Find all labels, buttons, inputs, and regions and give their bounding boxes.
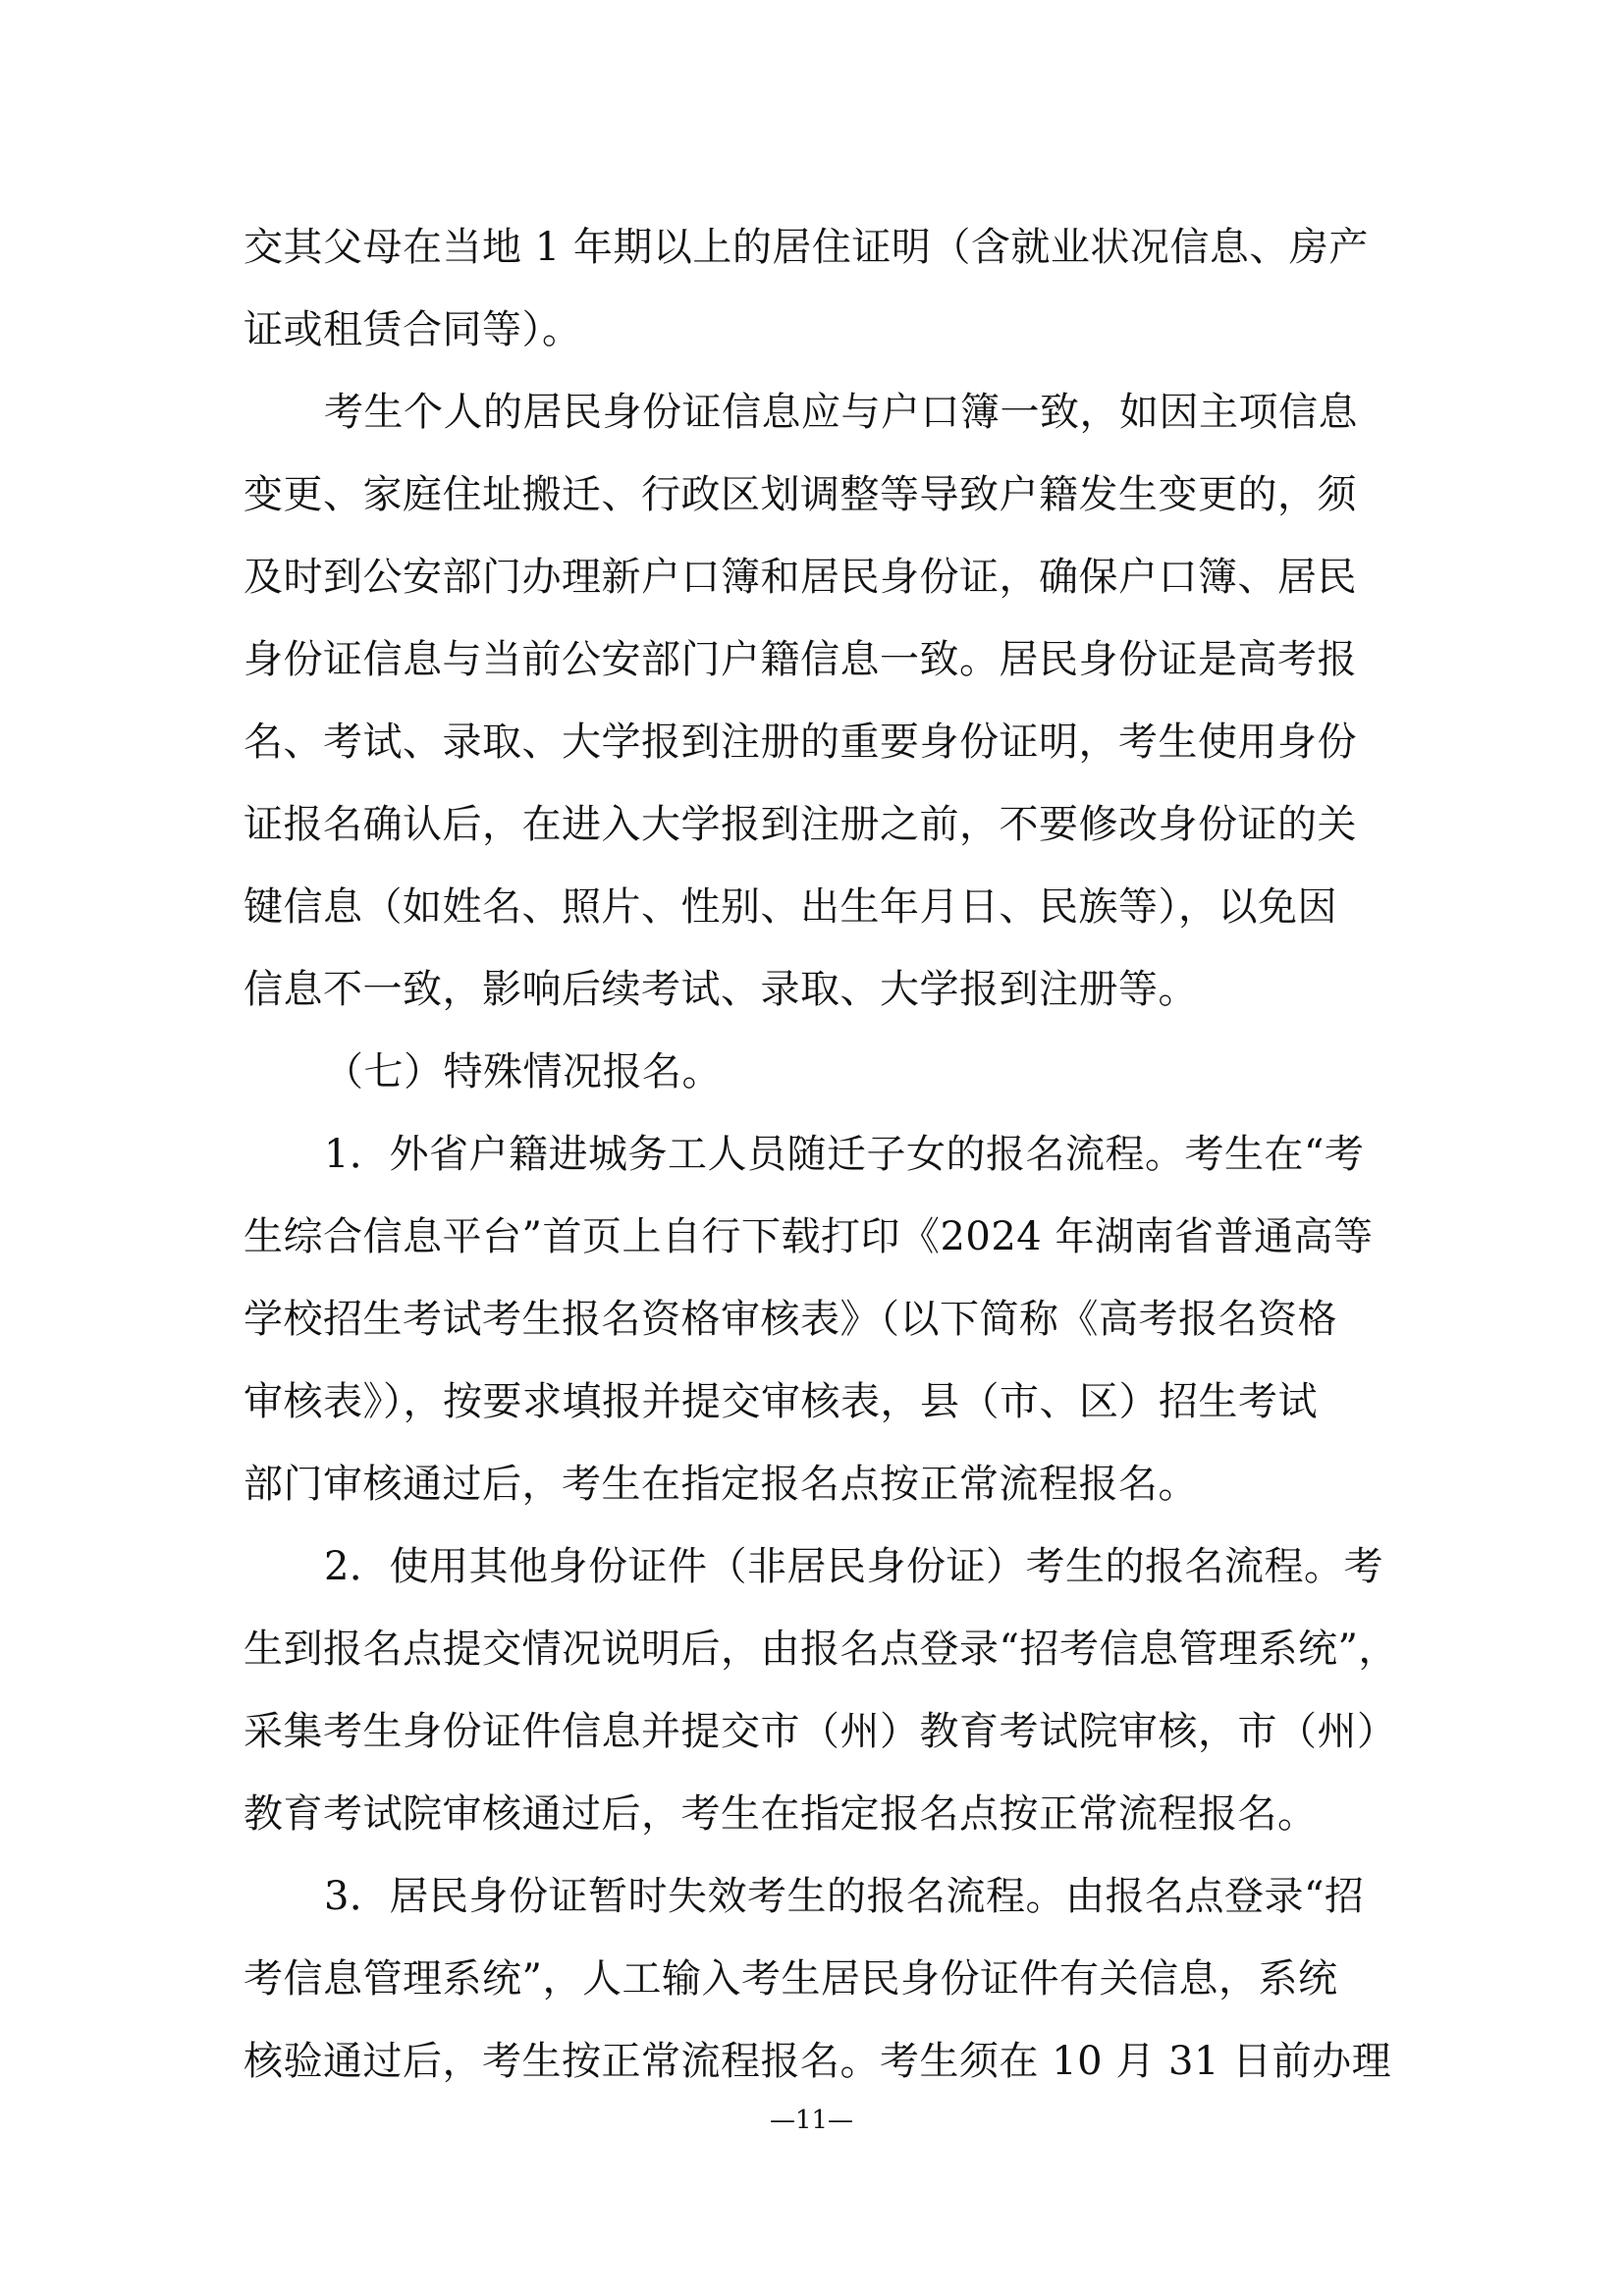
text-line: 3．居民身份证暂时失效考生的报名流程。由报名点登录“招 (324, 1874, 1365, 1919)
text-line: 证或租赁合同等）。 (243, 307, 582, 352)
text-line: 采集考生身份证件信息并提交市（州）教育考试院审核，市（州） (243, 1709, 1397, 1754)
text-line: 证报名确认后，在进入大学报到注册之前，不要修改身份证的关 (243, 802, 1357, 847)
text-line: 核验通过后，考生按正常流程报名。考生须在 10 月 31 日前办理 (243, 2039, 1392, 2084)
text-line: 信息不一致，影响后续考试、录取、大学报到注册等。 (243, 967, 1198, 1012)
section-heading-special-cases (243, 1031, 1402, 1113)
paragraph-item-3 (243, 1855, 1402, 2103)
text-line: 生综合信息平台”首页上自行下载打印《2024 年湖南省普通高等 (243, 1214, 1374, 1259)
text-line: 名、考试、录取、大学报到注册的重要身份证明，考生使用身份 (243, 720, 1357, 765)
text-line: 学校招生考试考生报名资格审核表》（以下简称《高考报名资格 (243, 1297, 1337, 1342)
text-line: 教育考试院审核通过后，考生在指定报名点按正常流程报名。 (243, 1791, 1318, 1837)
text-line: 变更、家庭住址搬迁、行政区划调整等导致户籍发生变更的，须 (243, 472, 1357, 517)
text-line: 考生个人的居民身份证信息应与户口簿一致，如因主项信息 (324, 390, 1358, 435)
text-line: 交其父母在当地 1 年期以上的居住证明（含就业状况信息、房产 (243, 225, 1369, 270)
section-heading: （七）特殊情况报名。 (324, 1049, 722, 1095)
text-line: 1．外省户籍进城务工人员随迁子女的报名流程。考生在“考 (324, 1132, 1365, 1177)
text-line: 生到报名点提交情况说明后，由报名点登录“招考信息管理系统”， (243, 1627, 1398, 1672)
page-number: —11— (769, 2106, 854, 2135)
paragraph-item-2 (243, 1525, 1402, 1855)
text-line: 审核表》），按要求填报并提交审核表，县（市、区）招生考试 (243, 1379, 1318, 1424)
text-line: 键信息（如姓名、照片、性别、出生年月日、民族等），以免因 (243, 884, 1337, 930)
paragraph-id-card-info (243, 371, 1402, 1031)
paragraph-item-1 (243, 1113, 1402, 1525)
text-line: 及时到公安部门办理新户口簿和居民身份证，确保户口簿、居民 (243, 555, 1357, 600)
text-line: 部门审核通过后，考生在指定报名点按正常流程报名。 (243, 1462, 1198, 1507)
text-line: 考信息管理系统”，人工输入考生居民身份证件有关信息，系统 (243, 1956, 1338, 2002)
text-line: 身份证信息与当前公安部门户籍信息一致。居民身份证是高考报 (243, 637, 1357, 682)
text-line: 2．使用其他身份证件（非居民身份证）考生的报名流程。考 (324, 1544, 1383, 1589)
paragraph-residence-proof (243, 206, 1402, 371)
document-body (243, 206, 1402, 2103)
